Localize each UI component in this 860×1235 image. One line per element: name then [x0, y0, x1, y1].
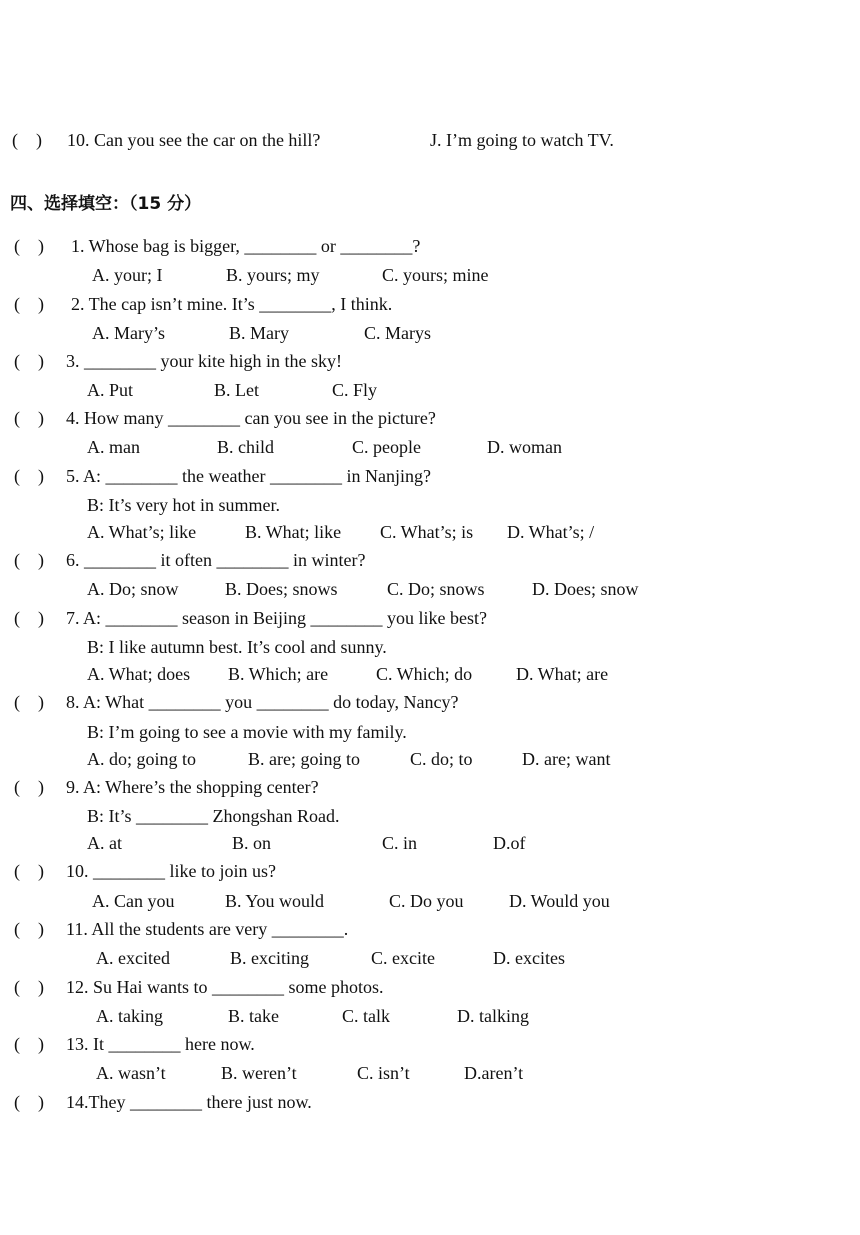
answer-paren[interactable]: ( ) — [12, 130, 42, 150]
question-text: 9. A: Where’s the shopping center? — [66, 777, 319, 797]
question-text: 2. The cap isn’t mine. It’s ________, I think. — [71, 294, 393, 314]
option-d[interactable]: D. talking — [457, 1006, 529, 1026]
question-text: 10. ________ like to join us? — [66, 861, 276, 881]
option-d[interactable]: D. Would you — [509, 891, 610, 911]
option-d[interactable]: D. Does; snow — [532, 579, 639, 599]
option-d[interactable]: D.aren’t — [464, 1063, 524, 1083]
question-text: 7. A: ________ season in Beijing ________ you like best? — [66, 608, 487, 628]
answer-paren[interactable]: ( ) — [14, 1034, 44, 1054]
option-b[interactable]: B. exciting — [230, 948, 309, 968]
answer-paren[interactable]: ( ) — [14, 919, 44, 939]
option-a[interactable]: A. What; does — [87, 664, 191, 684]
option-a[interactable]: A. Can you — [92, 891, 175, 911]
option-b[interactable]: B. What; like — [245, 522, 342, 542]
answer-paren[interactable]: ( ) — [14, 977, 44, 997]
option-c[interactable]: C. people — [352, 437, 421, 457]
question-text: 14.They ________ there just now. — [66, 1092, 312, 1112]
option-a[interactable]: A. man — [87, 437, 140, 457]
option-b[interactable]: B. are; going to — [248, 749, 360, 769]
option-c[interactable]: C. Which; do — [376, 664, 473, 684]
option-c[interactable]: C. Do you — [389, 891, 464, 911]
option-c[interactable]: C. Marys — [364, 323, 431, 343]
option-c[interactable]: C. Fly — [332, 380, 378, 400]
matching-answer: J. I’m going to watch TV. — [430, 130, 614, 150]
option-a[interactable]: A. What’s; like — [87, 522, 197, 542]
option-a[interactable]: A. at — [87, 833, 122, 853]
question-text: 5. A: ________ the weather ________ in Nanjing? — [66, 466, 431, 486]
option-b[interactable]: B. Let — [214, 380, 259, 400]
option-b[interactable]: B. Mary — [229, 323, 289, 343]
option-c[interactable]: C. excite — [371, 948, 435, 968]
option-d[interactable]: D. are; want — [522, 749, 611, 769]
answer-paren[interactable]: ( ) — [14, 861, 44, 881]
dialogue-line: B: I like autumn best. It’s cool and sunny. — [87, 637, 387, 657]
option-c[interactable]: C. in — [382, 833, 418, 853]
option-c[interactable]: C. talk — [342, 1006, 390, 1026]
option-b[interactable]: B. Which; are — [228, 664, 329, 684]
option-d[interactable]: D. What’s; / — [507, 522, 595, 542]
section-heading: 四、选择填空：（15 分） — [10, 194, 202, 214]
option-b[interactable]: B. weren’t — [221, 1063, 297, 1083]
option-c[interactable]: C. What’s; is — [380, 522, 474, 542]
option-b[interactable]: B. child — [217, 437, 274, 457]
question-text: 11. All the students are very ________. — [66, 919, 349, 939]
option-c[interactable]: C. yours; mine — [382, 265, 489, 285]
question-text: 12. Su Hai wants to ________ some photos. — [66, 977, 384, 997]
question-text: 4. How many ________ can you see in the picture? — [66, 408, 436, 428]
option-c[interactable]: C. isn’t — [357, 1063, 410, 1083]
question-text: 3. ________ your kite high in the sky! — [66, 351, 342, 371]
question-text: 1. Whose bag is bigger, ________ or ________? — [71, 236, 421, 256]
option-b[interactable]: B. take — [228, 1006, 279, 1026]
dialogue-line: B: I’m going to see a movie with my family. — [87, 722, 407, 742]
option-b[interactable]: B. on — [232, 833, 272, 853]
answer-paren[interactable]: ( ) — [14, 351, 44, 371]
option-a[interactable]: A. Do; snow — [87, 579, 179, 599]
option-a[interactable]: A. wasn’t — [96, 1063, 166, 1083]
option-a[interactable]: A. do; going to — [87, 749, 197, 769]
answer-paren[interactable]: ( ) — [14, 236, 44, 256]
option-d[interactable]: D.of — [493, 833, 526, 853]
option-a[interactable]: A. Mary’s — [92, 323, 165, 343]
answer-paren[interactable]: ( ) — [14, 608, 44, 628]
question-text: 6. ________ it often ________ in winter? — [66, 550, 366, 570]
option-c[interactable]: C. do; to — [410, 749, 473, 769]
option-a[interactable]: A. taking — [96, 1006, 163, 1026]
option-c[interactable]: C. Do; snows — [387, 579, 485, 599]
answer-paren[interactable]: ( ) — [14, 466, 44, 486]
option-b[interactable]: B. Does; snows — [225, 579, 338, 599]
option-a[interactable]: A. excited — [96, 948, 170, 968]
dialogue-line: B: It’s ________ Zhongshan Road. — [87, 806, 340, 826]
dialogue-line: B: It’s very hot in summer. — [87, 495, 280, 515]
question-text: 8. A: What ________ you ________ do today, Nancy? — [66, 692, 459, 712]
option-d[interactable]: D. excites — [493, 948, 565, 968]
option-d[interactable]: D. What; are — [516, 664, 609, 684]
question-text: 13. It ________ here now. — [66, 1034, 255, 1054]
option-a[interactable]: A. Put — [87, 380, 134, 400]
option-d[interactable]: D. woman — [487, 437, 562, 457]
option-a[interactable]: A. your; I — [92, 265, 163, 285]
option-b[interactable]: B. yours; my — [226, 265, 320, 285]
answer-paren[interactable]: ( ) — [14, 294, 44, 314]
answer-paren[interactable]: ( ) — [14, 1092, 44, 1112]
answer-paren[interactable]: ( ) — [14, 692, 44, 712]
option-b[interactable]: B. You would — [225, 891, 325, 911]
answer-paren[interactable]: ( ) — [14, 550, 44, 570]
answer-paren[interactable]: ( ) — [14, 408, 44, 428]
answer-paren[interactable]: ( ) — [14, 777, 44, 797]
question-text: 10. Can you see the car on the hill? — [67, 130, 321, 150]
